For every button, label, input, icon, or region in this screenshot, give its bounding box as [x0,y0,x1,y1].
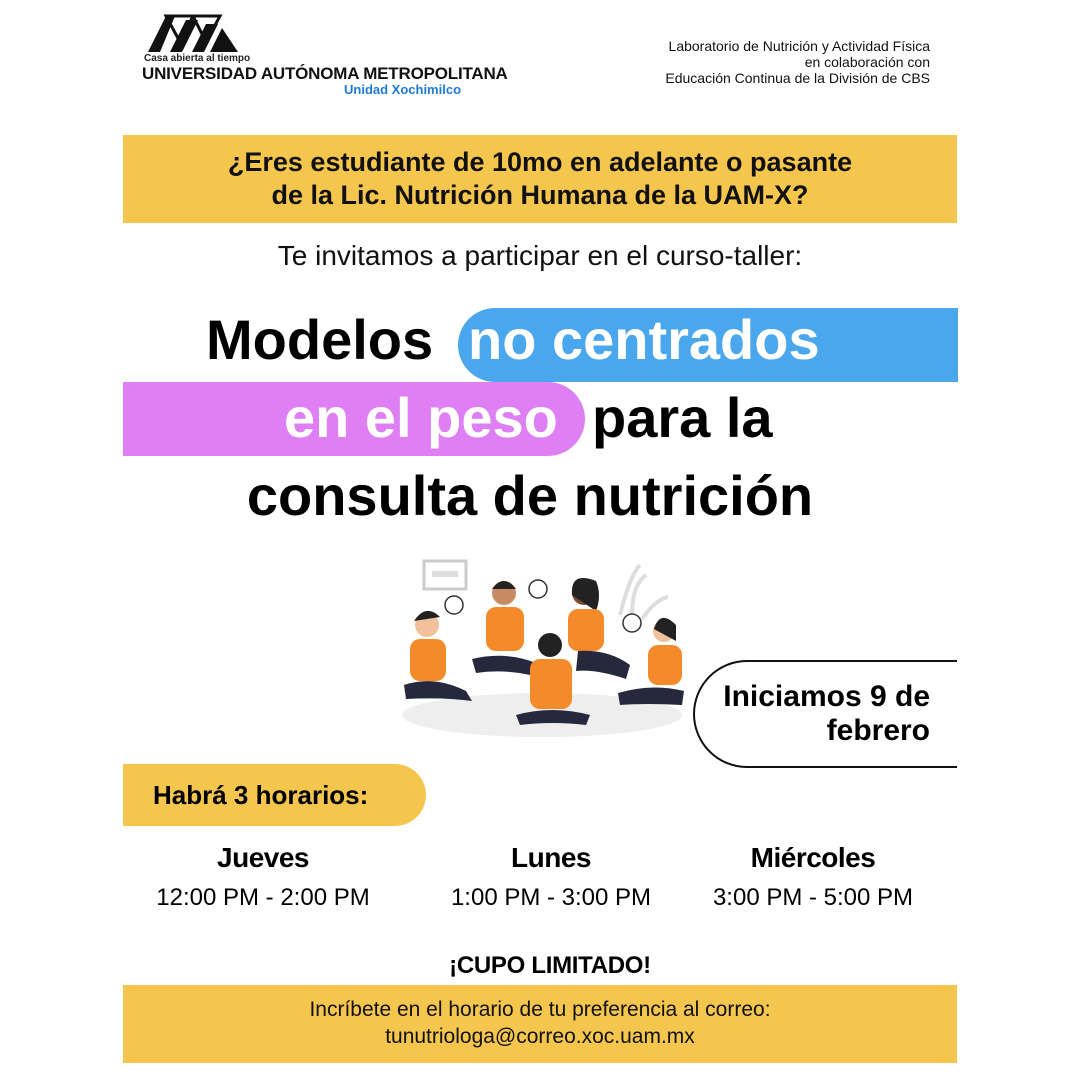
start-date-line-1: Iniciamos 9 de [723,680,930,713]
schedule-time-3: 3:00 PM - 5:00 PM [712,884,914,911]
signup-text: Incríbete en el horario de tu preferencia al correo: [309,998,771,1021]
limited-capacity-text: ¡CUPO LIMITADO! [449,952,651,979]
question-line-2: de la Lic. Nutrición Humana de la UAM-X? [271,180,809,210]
collab-line-1: Laboratorio de Nutrición y Actividad Física [668,38,930,54]
question-banner [123,135,957,223]
schedules-heading-pill [123,764,426,826]
schedule-time-2: 1:00 PM - 3:00 PM [450,884,652,911]
title-part-1: Modelos [206,308,434,371]
title-part-5: consulta de nutrición [246,464,814,527]
collaboration-header [665,38,930,86]
group-discussion-illustration [392,555,692,745]
start-date-line-2: febrero [826,714,930,747]
question-text [228,146,852,212]
title-part-4: para la [592,386,773,449]
university-unit: Unidad Xochimilco [344,82,462,97]
signup-email[interactable]: tunutriologa@correo.xoc.uam.mx [385,1025,695,1048]
university-name: UNIVERSIDAD AUTÓNOMA METROPOLITANA [142,64,508,83]
question-line-1: ¿Eres estudiante de 10mo en adelante o pasante [227,147,853,177]
schedule-day-2: Lunes [511,842,591,873]
invite-text: Te invitamos a participar en el curso-taller: [277,240,803,271]
schedule-day-3: Miércoles [750,842,876,873]
signup-banner [123,985,957,1063]
start-date-text [723,680,930,748]
schedule-time-1: 12:00 PM - 2:00 PM [156,884,370,911]
title-part-2: no centrados [468,308,820,371]
title-part-3: en el peso [284,386,558,449]
collab-line-2: en colaboración con [804,54,930,70]
schedule-day-1: Jueves [217,842,309,873]
collab-line-3: Educación Continua de la División de CBS [665,70,930,86]
logo-tagline: Casa abierta al tiempo [144,53,251,64]
schedules-heading: Habrá 3 horarios: [153,779,369,810]
uam-logo-icon [148,14,238,54]
